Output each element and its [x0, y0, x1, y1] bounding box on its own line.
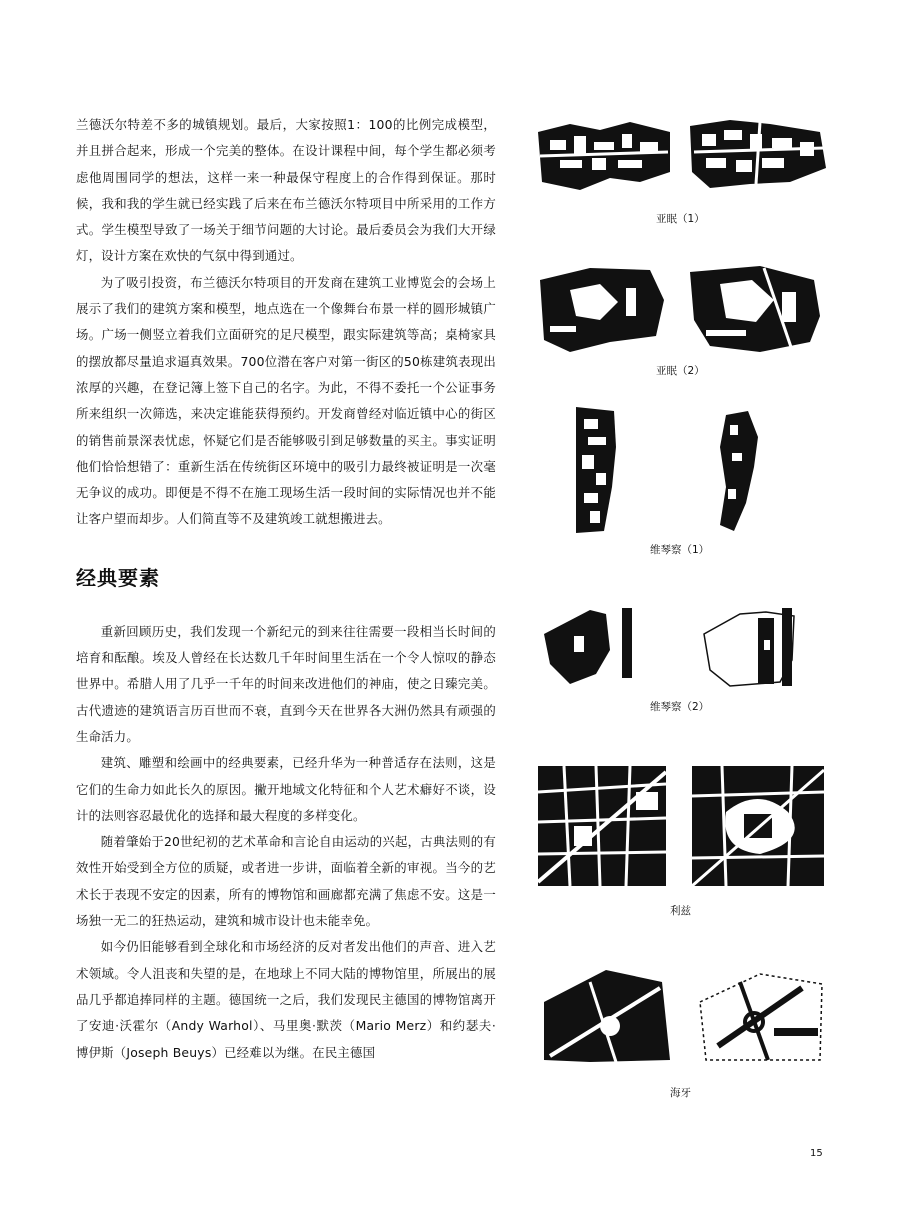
paragraph-4: 建筑、雕塑和绘画中的经典要素，已经升华为一种普适存在法则，这是它们的生命力如此长久的原因。撇开地域文化特征和个人艺术癖好不谈，设计的法则容忍最优化的选择和最大程度的多样变化。 [76, 755, 496, 823]
amiens-1-plan-right [690, 120, 826, 188]
paragraph-2: 为了吸引投资，布兰德沃尔特项目的开发商在建筑工业博览会的会场上展示了我们的建筑方案和模型，地点选在一个像舞台布景一样的圆形城镇广场。广场一侧竖立着我们立面研究的足尺模型，跟实际建筑等高；桌椅家具的摆放都尽量追求逼真效果。700位潜在客户对第一街区的50栋建筑表现出浓厚的兴趣，在登记簿上签下自己的名字。为此，不得不委托一个公证事务所来组织一次筛选，来决定谁能获得预约。开发商曾经对临近镇中心的街区的销售前景深表忧虑，怀疑它们是否能够吸引到足够数量的买主。事实证明他们恰恰想错了：重新生活在传统街区环境中的吸引力最终被证明是一次毫无争议的成功。即便是不得不在施工现场生活一段时间的实际情况也并不能让客户望而却步。人们简直等不及建筑竣工就想搬进去。 [76, 274, 496, 527]
amiens-2-plan-right [690, 266, 820, 352]
leeds-plans [530, 762, 830, 890]
caption-amiens-1: 亚眠（1） [656, 213, 705, 225]
vicenza-1-plan-left [576, 407, 616, 533]
figure-amiens-2 [530, 260, 830, 390]
vicenza-2-plan-left [544, 608, 632, 684]
vicenza-2-plan-right [704, 608, 794, 686]
caption-leeds: 利兹 [670, 905, 691, 917]
caption-the-hague: 海牙 [670, 1087, 691, 1099]
caption-vicenza-1: 维琴察（1） [650, 544, 710, 556]
figure-amiens-1 [530, 112, 830, 232]
caption-amiens-2: 亚眠（2） [656, 365, 705, 377]
the-hague-plan-right [700, 974, 822, 1060]
the-hague-plan-left [544, 970, 670, 1062]
amiens-1-plans [530, 112, 830, 202]
vicenza-1-plan-right [720, 411, 758, 531]
amiens-2-plan-left [540, 268, 664, 352]
section-heading: 经典要素 [76, 565, 160, 590]
vicenza-1-plans [530, 407, 830, 535]
leeds-plan-right [692, 766, 824, 886]
amiens-2-plans [530, 260, 830, 360]
vicenza-2-plans [530, 600, 830, 688]
figure-the-hague [530, 962, 830, 1102]
body-text-column [76, 112, 496, 1066]
caption-vicenza-2: 维琴察（2） [650, 701, 710, 713]
figure-vicenza-2 [530, 600, 830, 730]
the-hague-plans [530, 962, 830, 1066]
figure-leeds [530, 762, 830, 922]
paragraph-6: 如今仍旧能够看到全球化和市场经济的反对者发出他们的声音、进入艺术领域。令人沮丧和失望的是，在地球上不同大陆的博物馆里，所展出的展品几乎都追捧同样的主题。德国统一之后，我们发现民主德国的博物馆离开了安迪·沃霍尔（Andy Warhol）、马里奥·默茨（Mario Merz）和约瑟夫·博伊斯（Joseph Beuys）已经难以为继。在民主德国 [76, 939, 496, 1060]
paragraph-3: 重新回顾历史，我们发现一个新纪元的到来往往需要一段相当长时间的培育和酝酿。埃及人曾经在长达数几千年时间里生活在一个令人惊叹的静态世界中。希腊人用了几乎一千年的时间来改进他们的神庙，使之日臻完美。古代遗迹的建筑语言历百世而不衰，直到今天在世界各大洲仍然具有顽强的生命活力。 [76, 623, 496, 744]
paragraph-5: 随着肇始于20世纪初的艺术革命和言论自由运动的兴起，古典法则的有效性开始受到全方位的质疑，或者进一步讲，面临着全新的审视。当今的艺术长于表现不安定的因素，所有的博物馆和画廊都充满了焦虑不安。这是一场独一无二的狂热运动，建筑和城市设计也未能幸免。 [76, 834, 496, 929]
amiens-1-plan-left [538, 122, 670, 190]
page-number: 15 [810, 1148, 823, 1159]
leeds-plan-left [538, 766, 666, 886]
figure-vicenza-1 [530, 407, 830, 557]
paragraph-1: 兰德沃尔特差不多的城镇规划。最后，大家按照1：100的比例完成模型，并且拼合起来，形成一个完美的整体。在设计课程中间，每个学生都必须考虑他周围同学的想法，这样一来一种最保守程度上的合作得到保证。那时候，我和我的学生就已经实践了后来在布兰德沃尔特项目中所采用的工作方式。学生模型导致了一场关于细节问题的大讨论。最后委员会为我们大开绿灯，设计方案在欢快的气氛中得到通过。 [76, 117, 496, 264]
